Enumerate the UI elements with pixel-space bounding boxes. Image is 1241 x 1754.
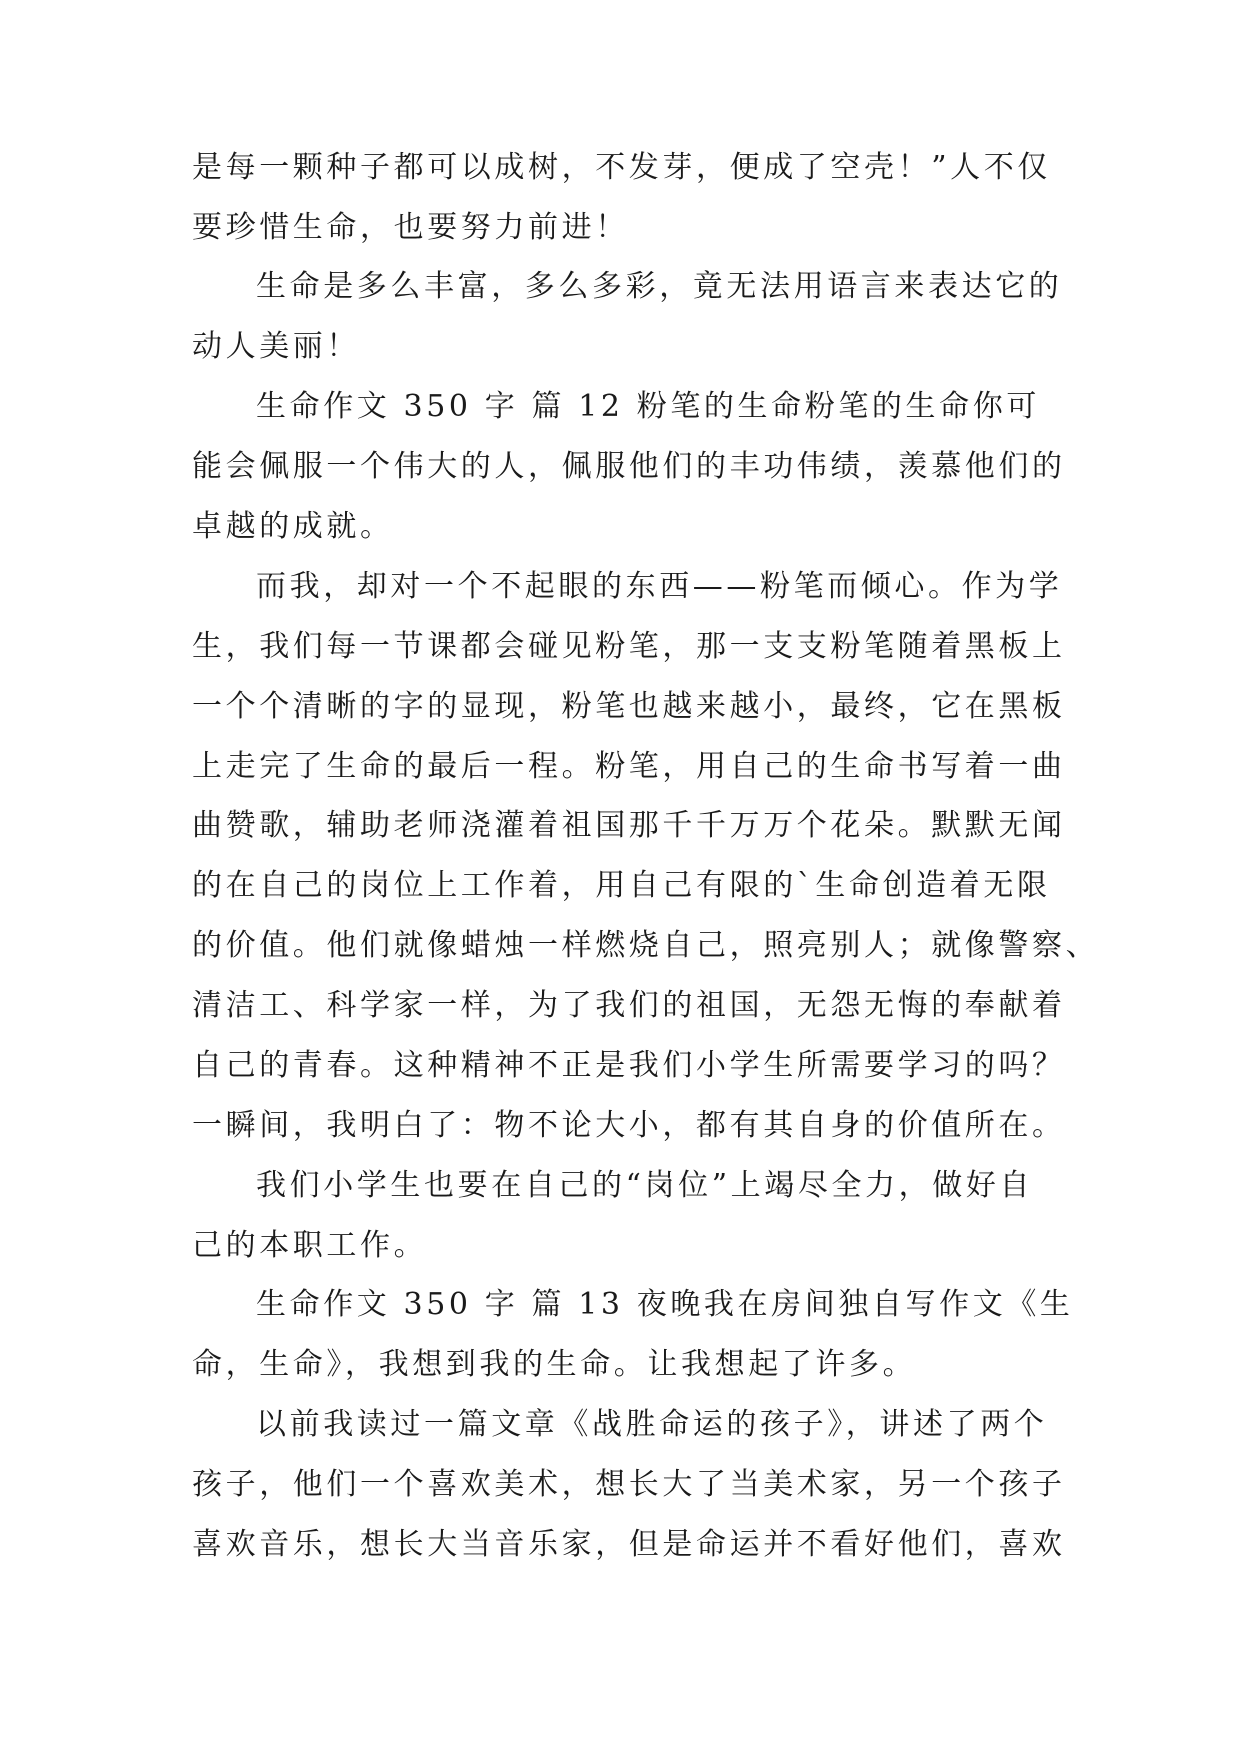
text-line: 上走完了生命的最后一程。粉笔，用自己的生命书写着一曲 <box>192 749 1066 784</box>
text-line: 己的本职工作。 <box>192 1228 428 1263</box>
paragraph-start-line: 我们小学生也要在自己的“岗位”上竭尽全力，做好自 <box>256 1168 1034 1203</box>
text-line: 是每一颗种子都可以成树，不发芽，便成了空壳！”人不仅 <box>192 150 1051 185</box>
text-line: 的价值。他们就像蜡烛一样燃烧自己，照亮别人；就像警察、 <box>192 928 1100 963</box>
text-line: 喜欢音乐，想长大当音乐家，但是命运并不看好他们，喜欢 <box>192 1527 1066 1562</box>
paragraph-start-line: 生命是多么丰富，多么多彩，竟无法用语言来表达它的 <box>256 269 1063 304</box>
text-line: 曲赞歌，辅助老师浇灌着祖国那千千万万个花朵。默默无闻 <box>192 808 1066 843</box>
text-line: 动人美丽！ <box>192 329 360 364</box>
text-line: 孩子，他们一个喜欢美术，想长大了当美术家，另一个孩子 <box>192 1467 1066 1502</box>
text-line: 生，我们每一节课都会碰见粉笔，那一支支粉笔随着黑板上 <box>192 629 1066 664</box>
paragraph-start-line: 以前我读过一篇文章《战胜命运的孩子》，讲述了两个 <box>256 1407 1048 1442</box>
text-line: 的在自己的岗位上工作着，用自己有限的`生命创造着无限 <box>192 868 1051 903</box>
paragraph-start-line: 而我，却对一个不起眼的东西——粉笔而倾心。作为学 <box>256 569 1063 604</box>
section-heading-line: 生命作文 350 字 篇 12 粉笔的生命粉笔的生命你可 <box>256 389 1040 424</box>
section-heading-line: 生命作文 350 字 篇 13 夜晚我在房间独自写作文《生 <box>256 1287 1074 1322</box>
text-line: 一瞬间，我明白了：物不论大小，都有其自身的价值所在。 <box>192 1108 1066 1143</box>
text-line: 自己的青春。这种精神不正是我们小学生所需要学习的吗？ <box>192 1048 1066 1083</box>
text-line: 能会佩服一个伟大的人，佩服他们的丰功伟绩，羡慕他们的 <box>192 449 1066 484</box>
text-line: 一个个清晰的字的显现，粉笔也越来越小，最终，它在黑板 <box>192 689 1066 724</box>
text-line: 卓越的成就。 <box>192 509 394 544</box>
text-line: 命，生命》，我想到我的生命。让我想起了许多。 <box>192 1347 917 1382</box>
text-line: 清洁工、科学家一样，为了我们的祖国，无怨无悔的奉献着 <box>192 988 1066 1023</box>
text-line: 要珍惜生命，也要努力前进！ <box>192 210 629 245</box>
